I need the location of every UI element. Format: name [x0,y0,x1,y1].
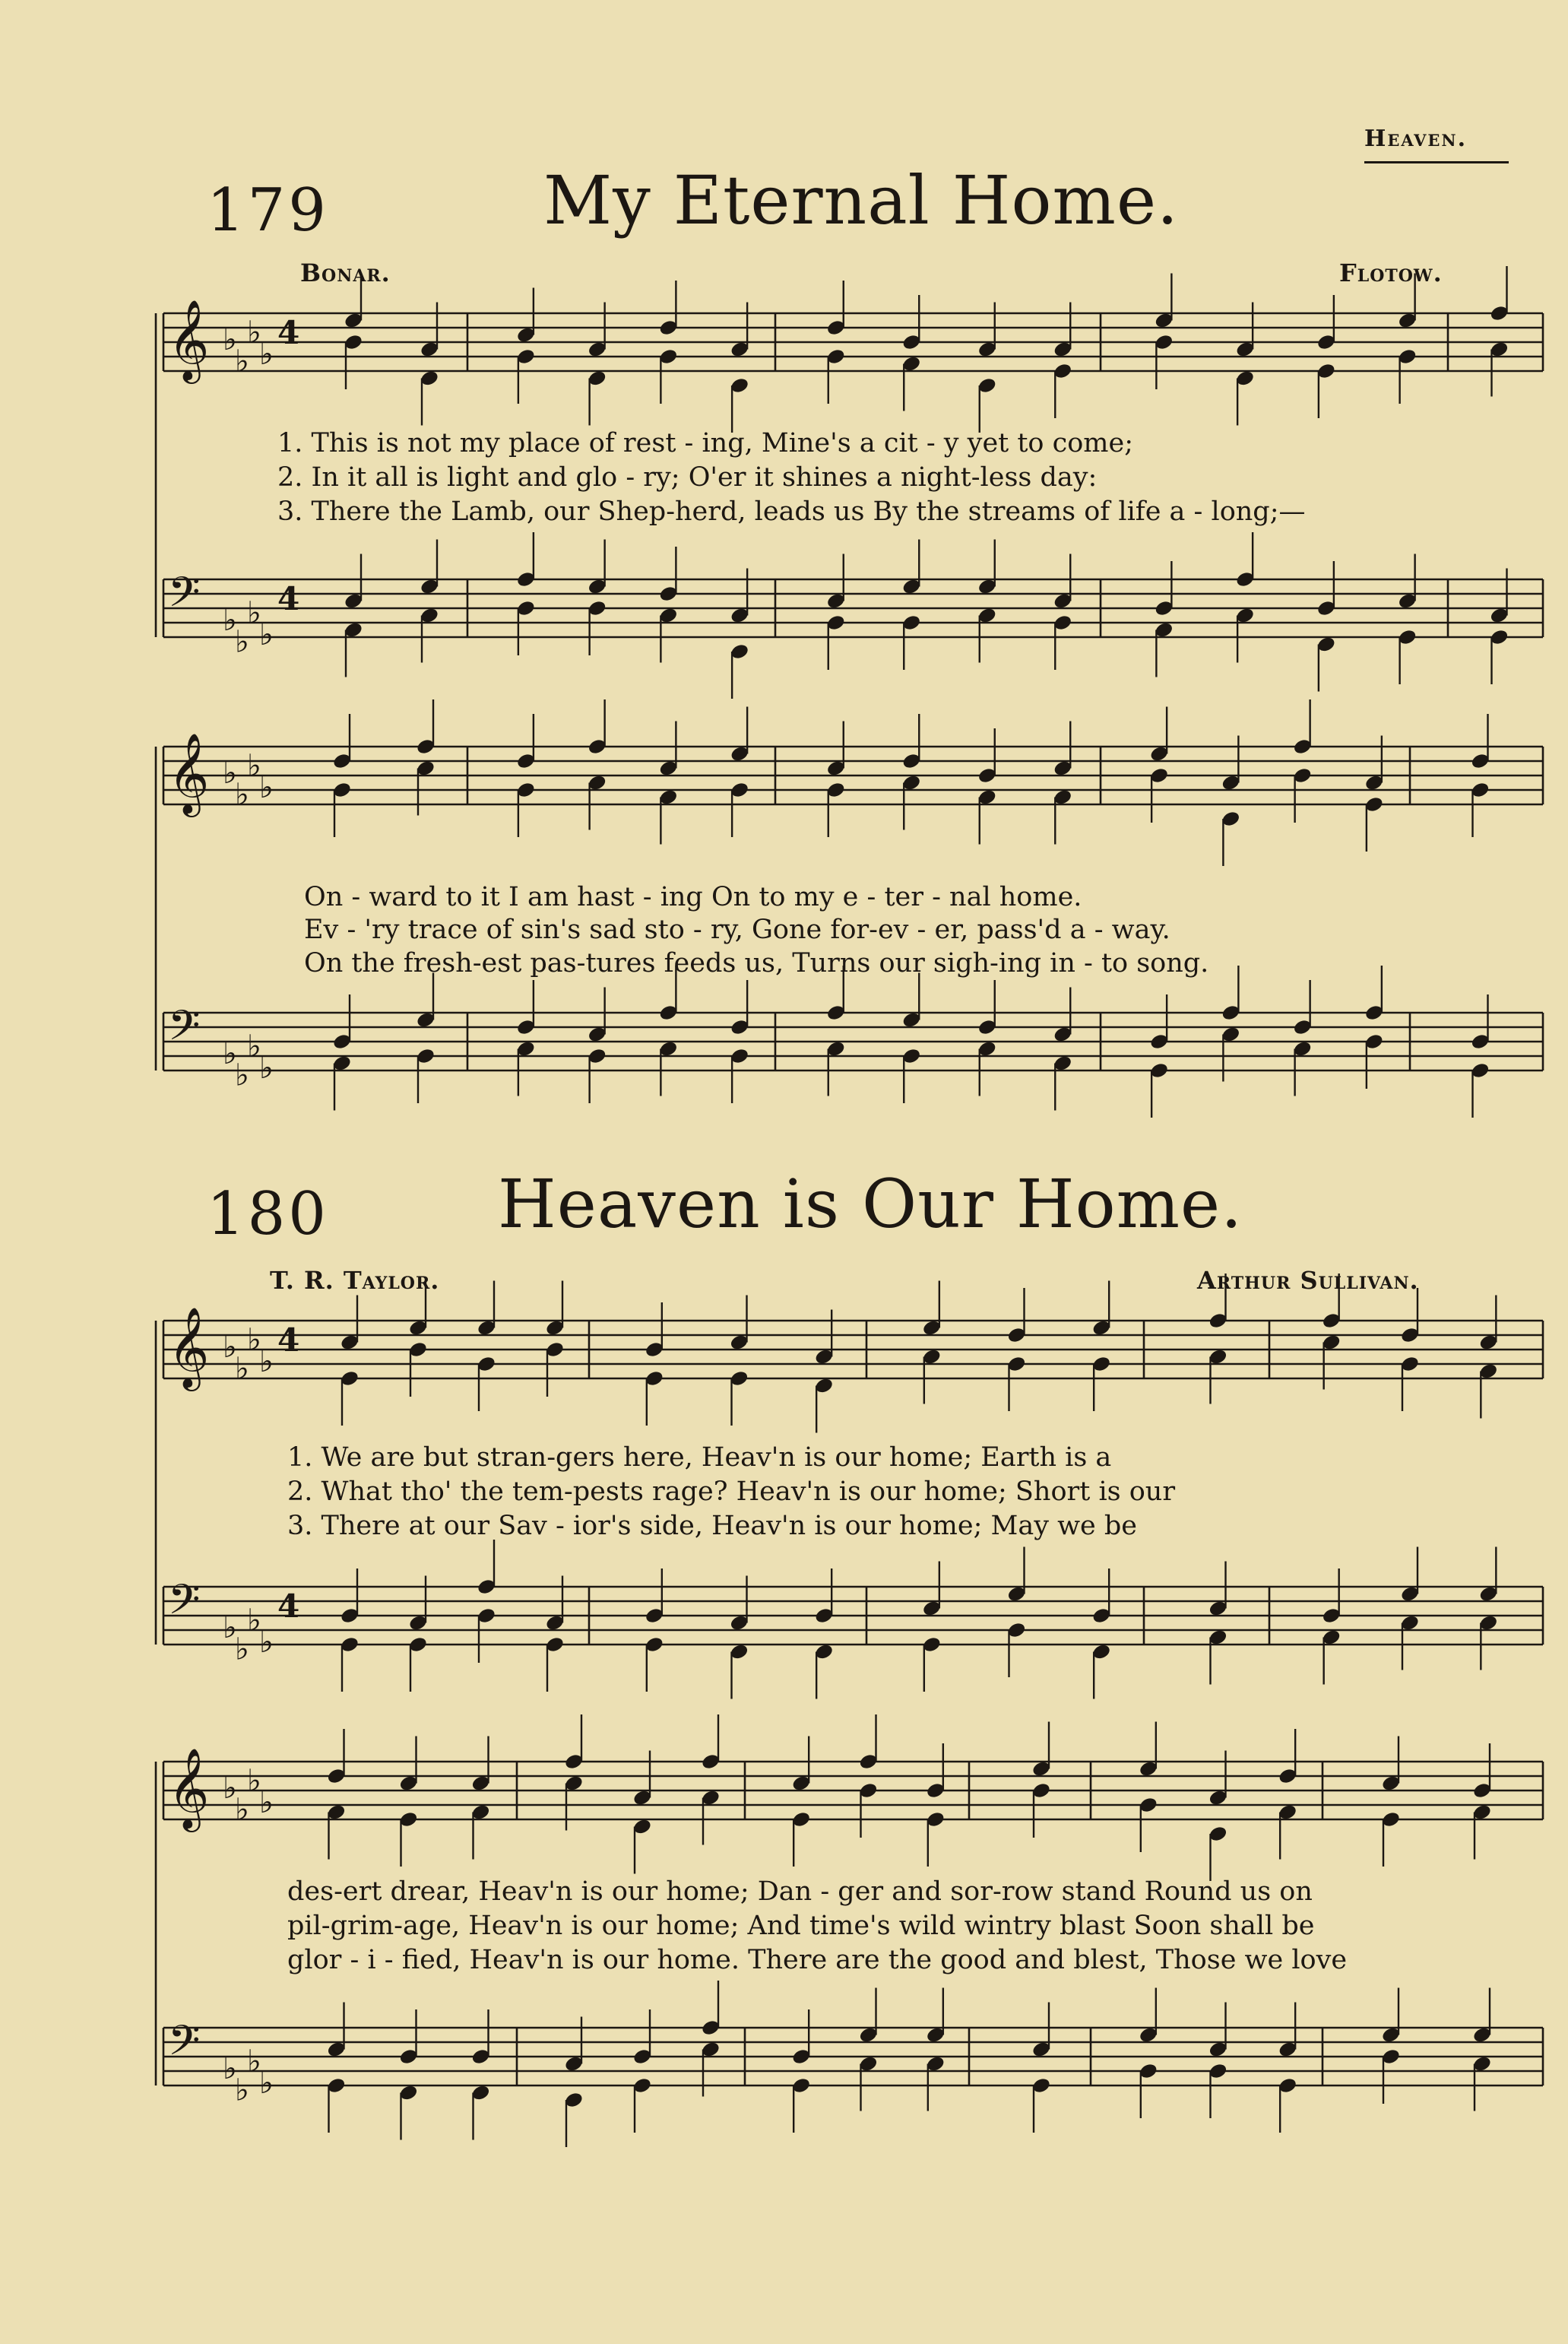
flat-sign-icon: ♭ [235,1351,249,1387]
verse-line: 3. There the Lamb, our Shep-herd, leads us By the streams of life a - long;— [277,496,1306,527]
words-credit: Bonar. [300,259,391,287]
flat-sign-icon: ♭ [259,1051,274,1086]
flat-sign-icon: ♭ [259,617,274,652]
section-tag-rule [1364,161,1509,163]
music-system [0,297,1568,692]
flat-sign-icon: ♭ [247,1029,261,1064]
treble-clef-icon: 𝄞 [168,1306,210,1388]
verse-line: On the fresh-est pas-tures feeds us, Turns our sigh-ing in - to song. [304,948,1209,979]
flat-sign-icon: ♭ [223,1771,237,1806]
bass-clef-icon: 𝄢 [168,568,201,626]
verse-line: 2. What tho' the tem-pests rage? Heav'n is our home; Short is our [287,1476,1176,1507]
flat-sign-icon: ♭ [235,777,249,813]
flat-sign-icon: ♭ [223,1036,237,1071]
verse-line: glor - i - fied, Heav'n is our home. There are the good and blest, Those we love [287,1945,1348,1975]
hymn-number: 179 [207,176,329,245]
time-signature: 4 [277,580,300,617]
flat-sign-icon: ♭ [259,1344,274,1379]
flat-sign-icon: ♭ [259,2066,274,2101]
flat-sign-icon: ♭ [235,2073,249,2108]
hymn-title: My Eternal Home. [543,161,1180,239]
flat-sign-icon: ♭ [223,1330,237,1365]
flat-sign-icon: ♭ [235,1792,249,1828]
bass-clef-icon: 𝄢 [168,2016,201,2075]
time-signature: 4 [277,314,300,351]
flat-sign-icon: ♭ [247,748,261,784]
verse-line: On - ward to it I am hast - ing On to my e - ter - nal home. [304,882,1082,912]
time-signature: 4 [277,1321,300,1359]
treble-clef-icon: 𝄞 [168,299,210,380]
flat-sign-icon: ♭ [235,344,249,379]
verse-line: 3. There at our Sav - ior's side, Heav'n is our home; May we be [287,1511,1138,1541]
flat-sign-icon: ♭ [247,595,261,631]
flat-sign-icon: ♭ [247,1322,261,1358]
section-tag: Heaven. [1364,125,1468,152]
words-credit: T. R. Taylor. [270,1266,440,1295]
flat-sign-icon: ♭ [223,1610,237,1645]
verse-line: 1. We are but stran-gers here, Heav'n is our home; Earth is a [287,1442,1112,1473]
treble-clef-icon: 𝄞 [168,732,210,814]
bass-clef-icon: 𝄢 [168,1001,201,1060]
verse-line: 1. This is not my place of rest - ing, Mine's a cit - y yet to come; [277,428,1133,458]
hymn-title: Heaven is Our Home. [498,1165,1243,1243]
flat-sign-icon: ♭ [259,1625,274,1660]
flat-sign-icon: ♭ [223,2051,237,2086]
flat-sign-icon: ♭ [223,603,237,638]
music-credit: Arthur Sullivan. [1197,1266,1419,1295]
verse-line: Ev - 'ry trace of sin's sad sto - ry, Gone for-ev - er, pass'd a - way. [304,915,1170,945]
flat-sign-icon: ♭ [223,322,237,357]
flat-sign-icon: ♭ [247,315,261,350]
verse-line: des-ert drear, Heav'n is our home; Dan - ger and sor-row stand Round us on [287,1876,1313,1907]
flat-sign-icon: ♭ [235,1632,249,1667]
flat-sign-icon: ♭ [223,756,237,791]
flat-sign-icon: ♭ [247,1763,261,1799]
flat-sign-icon: ♭ [259,337,274,372]
hymn-number: 180 [207,1180,329,1248]
music-system [0,1745,1568,2140]
flat-sign-icon: ♭ [247,2044,261,2079]
verse-line: pil-grim-age, Heav'n is our home; And time's wild wintry blast Soon shall be [287,1911,1315,1941]
verse-line: 2. In it all is light and glo - ry; O'er it shines a night-less day: [277,462,1098,493]
flat-sign-icon: ♭ [235,624,249,660]
flat-sign-icon: ♭ [259,1785,274,1820]
time-signature: 4 [277,1588,300,1625]
bass-clef-icon: 𝄢 [168,1575,201,1634]
flat-sign-icon: ♭ [259,770,274,805]
flat-sign-icon: ♭ [235,1058,249,1093]
treble-clef-icon: 𝄞 [168,1747,210,1829]
flat-sign-icon: ♭ [247,1603,261,1638]
music-credit: Flotow. [1339,259,1443,287]
